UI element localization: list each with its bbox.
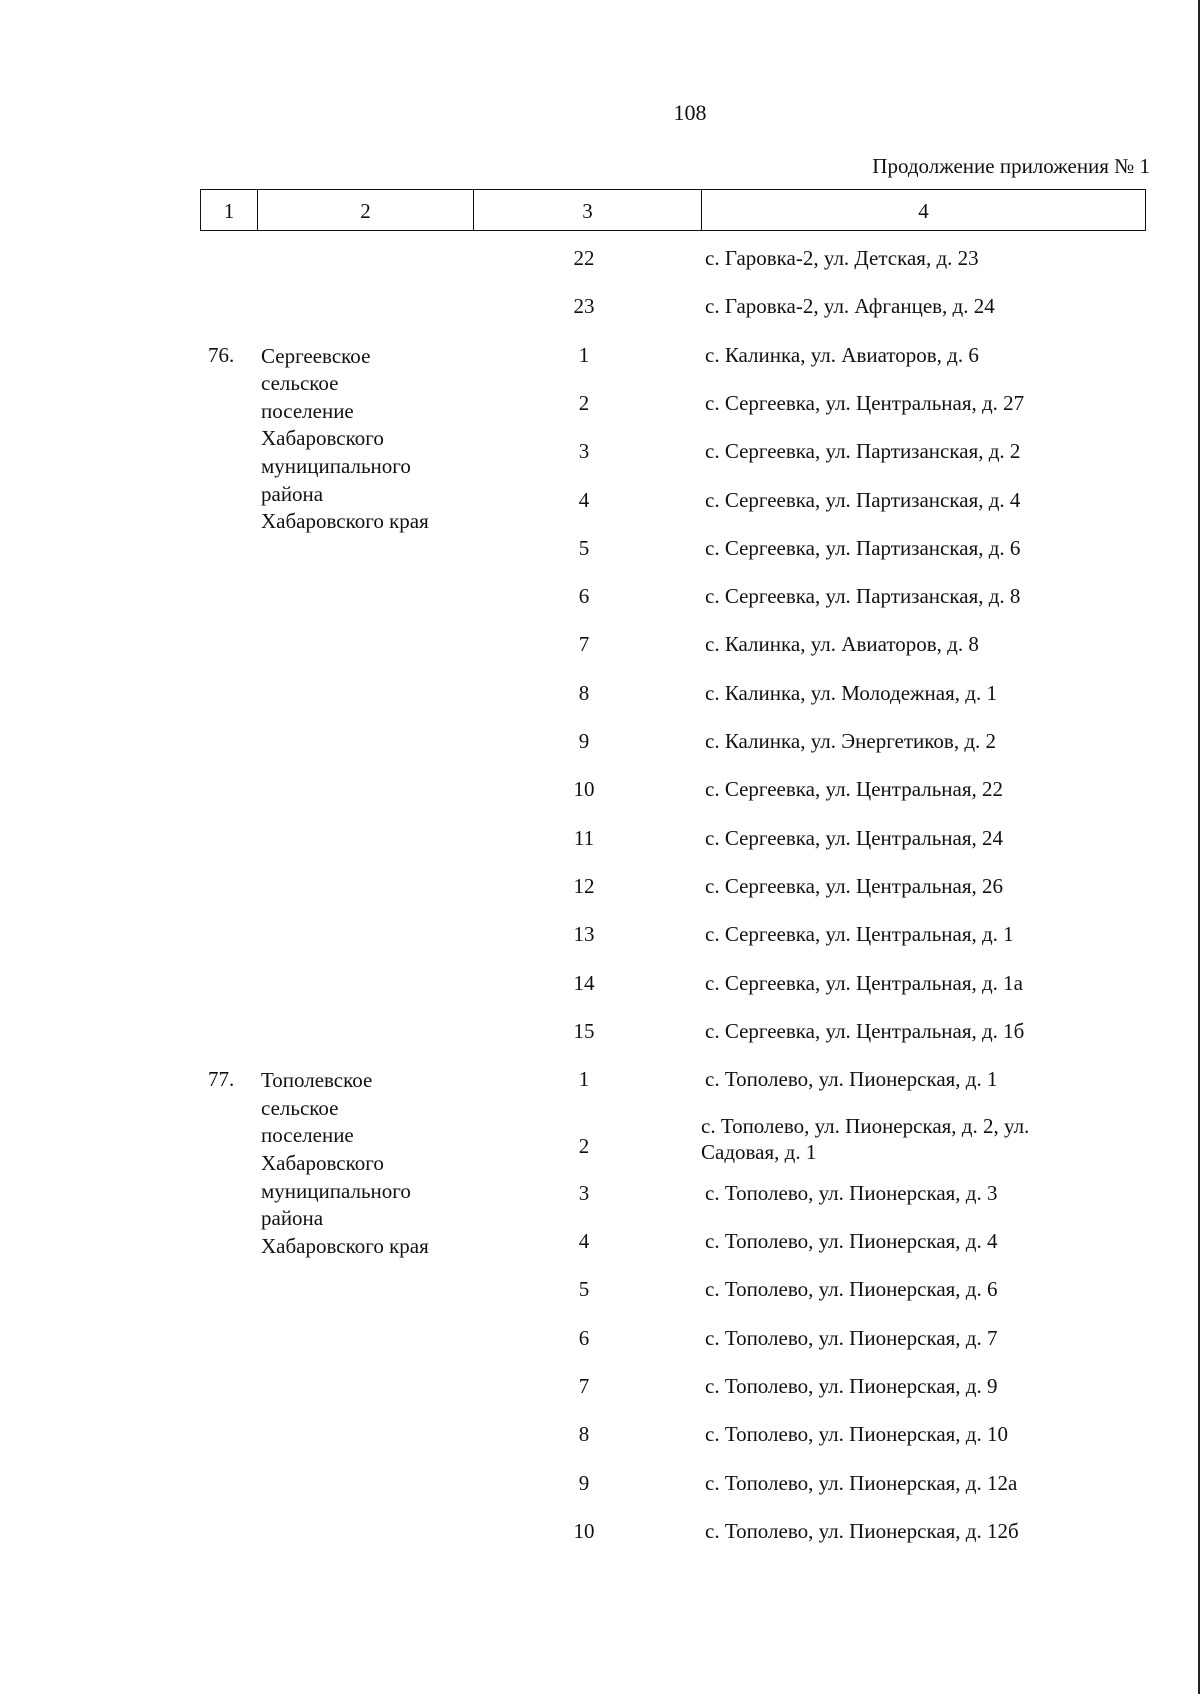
row-number: 1 bbox=[578, 1067, 590, 1092]
row-address: с. Тополево, ул. Пионерская, д. 12б bbox=[705, 1518, 1019, 1543]
row-address: с. Тополево, ул. Пионерская, д. 10 bbox=[705, 1422, 1008, 1447]
row-number: 1 bbox=[578, 342, 590, 367]
row-address: с. Сергеевка, ул. Партизанская, д. 8 bbox=[705, 584, 1021, 609]
municipality-name-line: Сергеевское bbox=[261, 343, 371, 368]
header-label-1: 1 bbox=[223, 199, 235, 223]
row-number: 2 bbox=[578, 1134, 590, 1159]
row-address: с. Калинка, ул. Авиаторов, д. 6 bbox=[705, 342, 979, 367]
header-label-3: 3 bbox=[582, 199, 593, 223]
row-number: 10 bbox=[573, 777, 595, 802]
header-label-4: 4 bbox=[918, 199, 929, 223]
row-address: с. Гаровка-2, ул. Детская, д. 23 bbox=[705, 246, 979, 270]
row-address: с. Тополево, ул. Пионерская, д. 9 bbox=[705, 1373, 998, 1398]
row-number: 9 bbox=[578, 1470, 590, 1495]
row-number: 5 bbox=[578, 535, 590, 560]
row-number: 12 bbox=[573, 873, 595, 898]
municipality-name-line: Хабаровского края bbox=[261, 1233, 429, 1258]
row-number: 6 bbox=[578, 1325, 590, 1350]
row-number: 8 bbox=[578, 1422, 590, 1447]
header-cell-3 bbox=[473, 189, 701, 231]
row-address: с. Сергеевка, ул. Центральная, д. 1а bbox=[705, 970, 1024, 995]
row-address: с. Сергеевка, ул. Центральная, 24 bbox=[705, 825, 1003, 850]
municipality-name-line: сельское bbox=[261, 1095, 339, 1120]
row-address-line: с. Тополево, ул. Пионерская, д. 2, ул. bbox=[701, 1114, 1030, 1139]
municipality-index: 76. bbox=[208, 342, 235, 367]
header-cell-1 bbox=[200, 189, 257, 231]
row-number: 14 bbox=[573, 970, 595, 995]
municipality-name-line: Хабаровского bbox=[261, 1150, 384, 1175]
row-address: с. Тополево, ул. Пионерская, д. 12а bbox=[705, 1470, 1018, 1495]
row-address: с. Сергеевка, ул. Центральная, д. 1 bbox=[705, 922, 1014, 947]
municipality-name-line: сельское bbox=[261, 371, 339, 396]
municipality-name-line: района bbox=[261, 1206, 324, 1231]
row-address: с. Гаровка-2, ул. Афганцев, д. 24 bbox=[705, 294, 995, 319]
row-number: 23 bbox=[573, 294, 595, 319]
municipality-name-line: Хабаровского края bbox=[261, 509, 429, 534]
row-number: 7 bbox=[578, 1373, 590, 1398]
municipality-name-line: района bbox=[261, 481, 324, 506]
municipality-index: 77. bbox=[208, 1067, 235, 1092]
municipality-name-line: муниципального bbox=[261, 1178, 411, 1203]
row-number: 8 bbox=[578, 680, 590, 705]
row-number: 15 bbox=[573, 1018, 595, 1043]
header-cell-2 bbox=[257, 189, 473, 231]
row-number: 9 bbox=[578, 729, 590, 753]
row-address: с. Сергеевка, ул. Партизанская, д. 6 bbox=[705, 535, 1021, 560]
row-number: 6 bbox=[578, 584, 590, 609]
row-address: с. Тополево, ул. Пионерская, д. 3 bbox=[705, 1180, 998, 1205]
row-address: с. Тополево, ул. Пионерская, д. 4 bbox=[705, 1229, 998, 1253]
municipality-name-line: Хабаровского bbox=[261, 426, 384, 451]
row-address-line: Садовая, д. 1 bbox=[701, 1140, 817, 1165]
row-address: с. Тополево, ул. Пионерская, д. 6 bbox=[705, 1277, 998, 1302]
row-address: с. Калинка, ул. Энергетиков, д. 2 bbox=[705, 729, 997, 753]
row-address: с. Сергеевка, ул. Партизанская, д. 2 bbox=[705, 439, 1021, 464]
row-address: с. Сергеевка, ул. Партизанская, д. 4 bbox=[705, 487, 1021, 512]
row-number: 22 bbox=[573, 246, 595, 270]
row-number: 4 bbox=[578, 1229, 590, 1253]
header-cell-4 bbox=[701, 189, 1146, 231]
municipality-name-line: поселение bbox=[261, 398, 354, 423]
header-label-2: 2 bbox=[360, 199, 371, 223]
row-address: с. Сергеевка, ул. Центральная, 26 bbox=[705, 873, 1003, 898]
row-number: 3 bbox=[578, 1180, 590, 1205]
page-number: 108 bbox=[673, 100, 707, 125]
row-number: 5 bbox=[578, 1277, 590, 1302]
row-address: с. Тополево, ул. Пионерская, д. 7 bbox=[705, 1325, 998, 1350]
row-address: с. Тополево, ул. Пионерская, д. 1 bbox=[705, 1067, 998, 1092]
appendix-note: Продолжение приложения № 1 bbox=[872, 154, 1150, 178]
municipality-name-line: поселение bbox=[261, 1123, 354, 1148]
row-address: с. Сергеевка, ул. Центральная, д. 27 bbox=[705, 390, 1025, 415]
municipality-name-line: Тополевское bbox=[261, 1068, 373, 1093]
municipality-name-line: муниципального bbox=[261, 454, 411, 478]
row-number: 2 bbox=[578, 390, 590, 415]
row-number: 11 bbox=[573, 825, 595, 850]
row-number: 10 bbox=[573, 1518, 595, 1543]
row-number: 7 bbox=[578, 632, 590, 657]
row-address: с. Калинка, ул. Авиаторов, д. 8 bbox=[705, 632, 979, 657]
row-number: 13 bbox=[573, 922, 595, 947]
row-number: 3 bbox=[578, 439, 590, 464]
row-number: 4 bbox=[578, 487, 590, 512]
row-address: с. Калинка, ул. Молодежная, д. 1 bbox=[705, 680, 997, 705]
row-address: с. Сергеевка, ул. Центральная, 22 bbox=[705, 777, 1003, 802]
row-address: с. Сергеевка, ул. Центральная, д. 1б bbox=[705, 1018, 1025, 1043]
